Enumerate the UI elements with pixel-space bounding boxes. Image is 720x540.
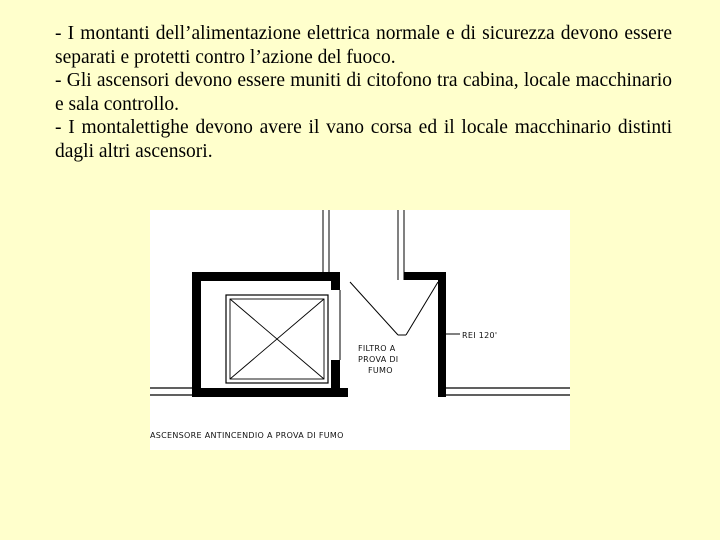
body-text bbox=[55, 22, 672, 163]
paragraph-intercom: - Gli ascensori devono essere muniti di citofono tra cabina, locale macchinario e sala controllo. bbox=[55, 70, 672, 115]
filter-label-line-3: FUMO bbox=[368, 366, 393, 375]
shaft-wall-right-lower bbox=[331, 360, 340, 397]
filter-label-line-2: PROVA DI bbox=[358, 355, 399, 364]
filter-label-line-1: FILTRO A bbox=[358, 344, 396, 353]
door-leaf-right bbox=[406, 282, 438, 335]
shaft-wall-corner bbox=[331, 281, 340, 290]
filter-wall-top bbox=[404, 272, 446, 280]
filter-wall-bottom-stub bbox=[340, 388, 348, 397]
paragraph-power-supply: - I montanti dell’alimentazione elettrica normale e di sicurezza devono essere separati e protetti contro l’azione del fuoco. bbox=[55, 23, 672, 68]
floor-plan-drawing bbox=[150, 210, 570, 450]
shaft-wall-bottom bbox=[192, 388, 340, 397]
filter-wall-right bbox=[438, 272, 446, 397]
paragraph-stretcher-lifts: - I montalettighe devono avere il vano corsa ed il locale macchinario distinti dagli altri ascensori. bbox=[55, 117, 672, 162]
floor-plan-figure bbox=[150, 210, 570, 450]
figure-caption: ASCENSORE ANTINCENDIO A PROVA DI FUMO bbox=[150, 431, 344, 440]
door-leaf-left bbox=[350, 282, 398, 335]
rei-label: REI 120' bbox=[462, 331, 498, 340]
